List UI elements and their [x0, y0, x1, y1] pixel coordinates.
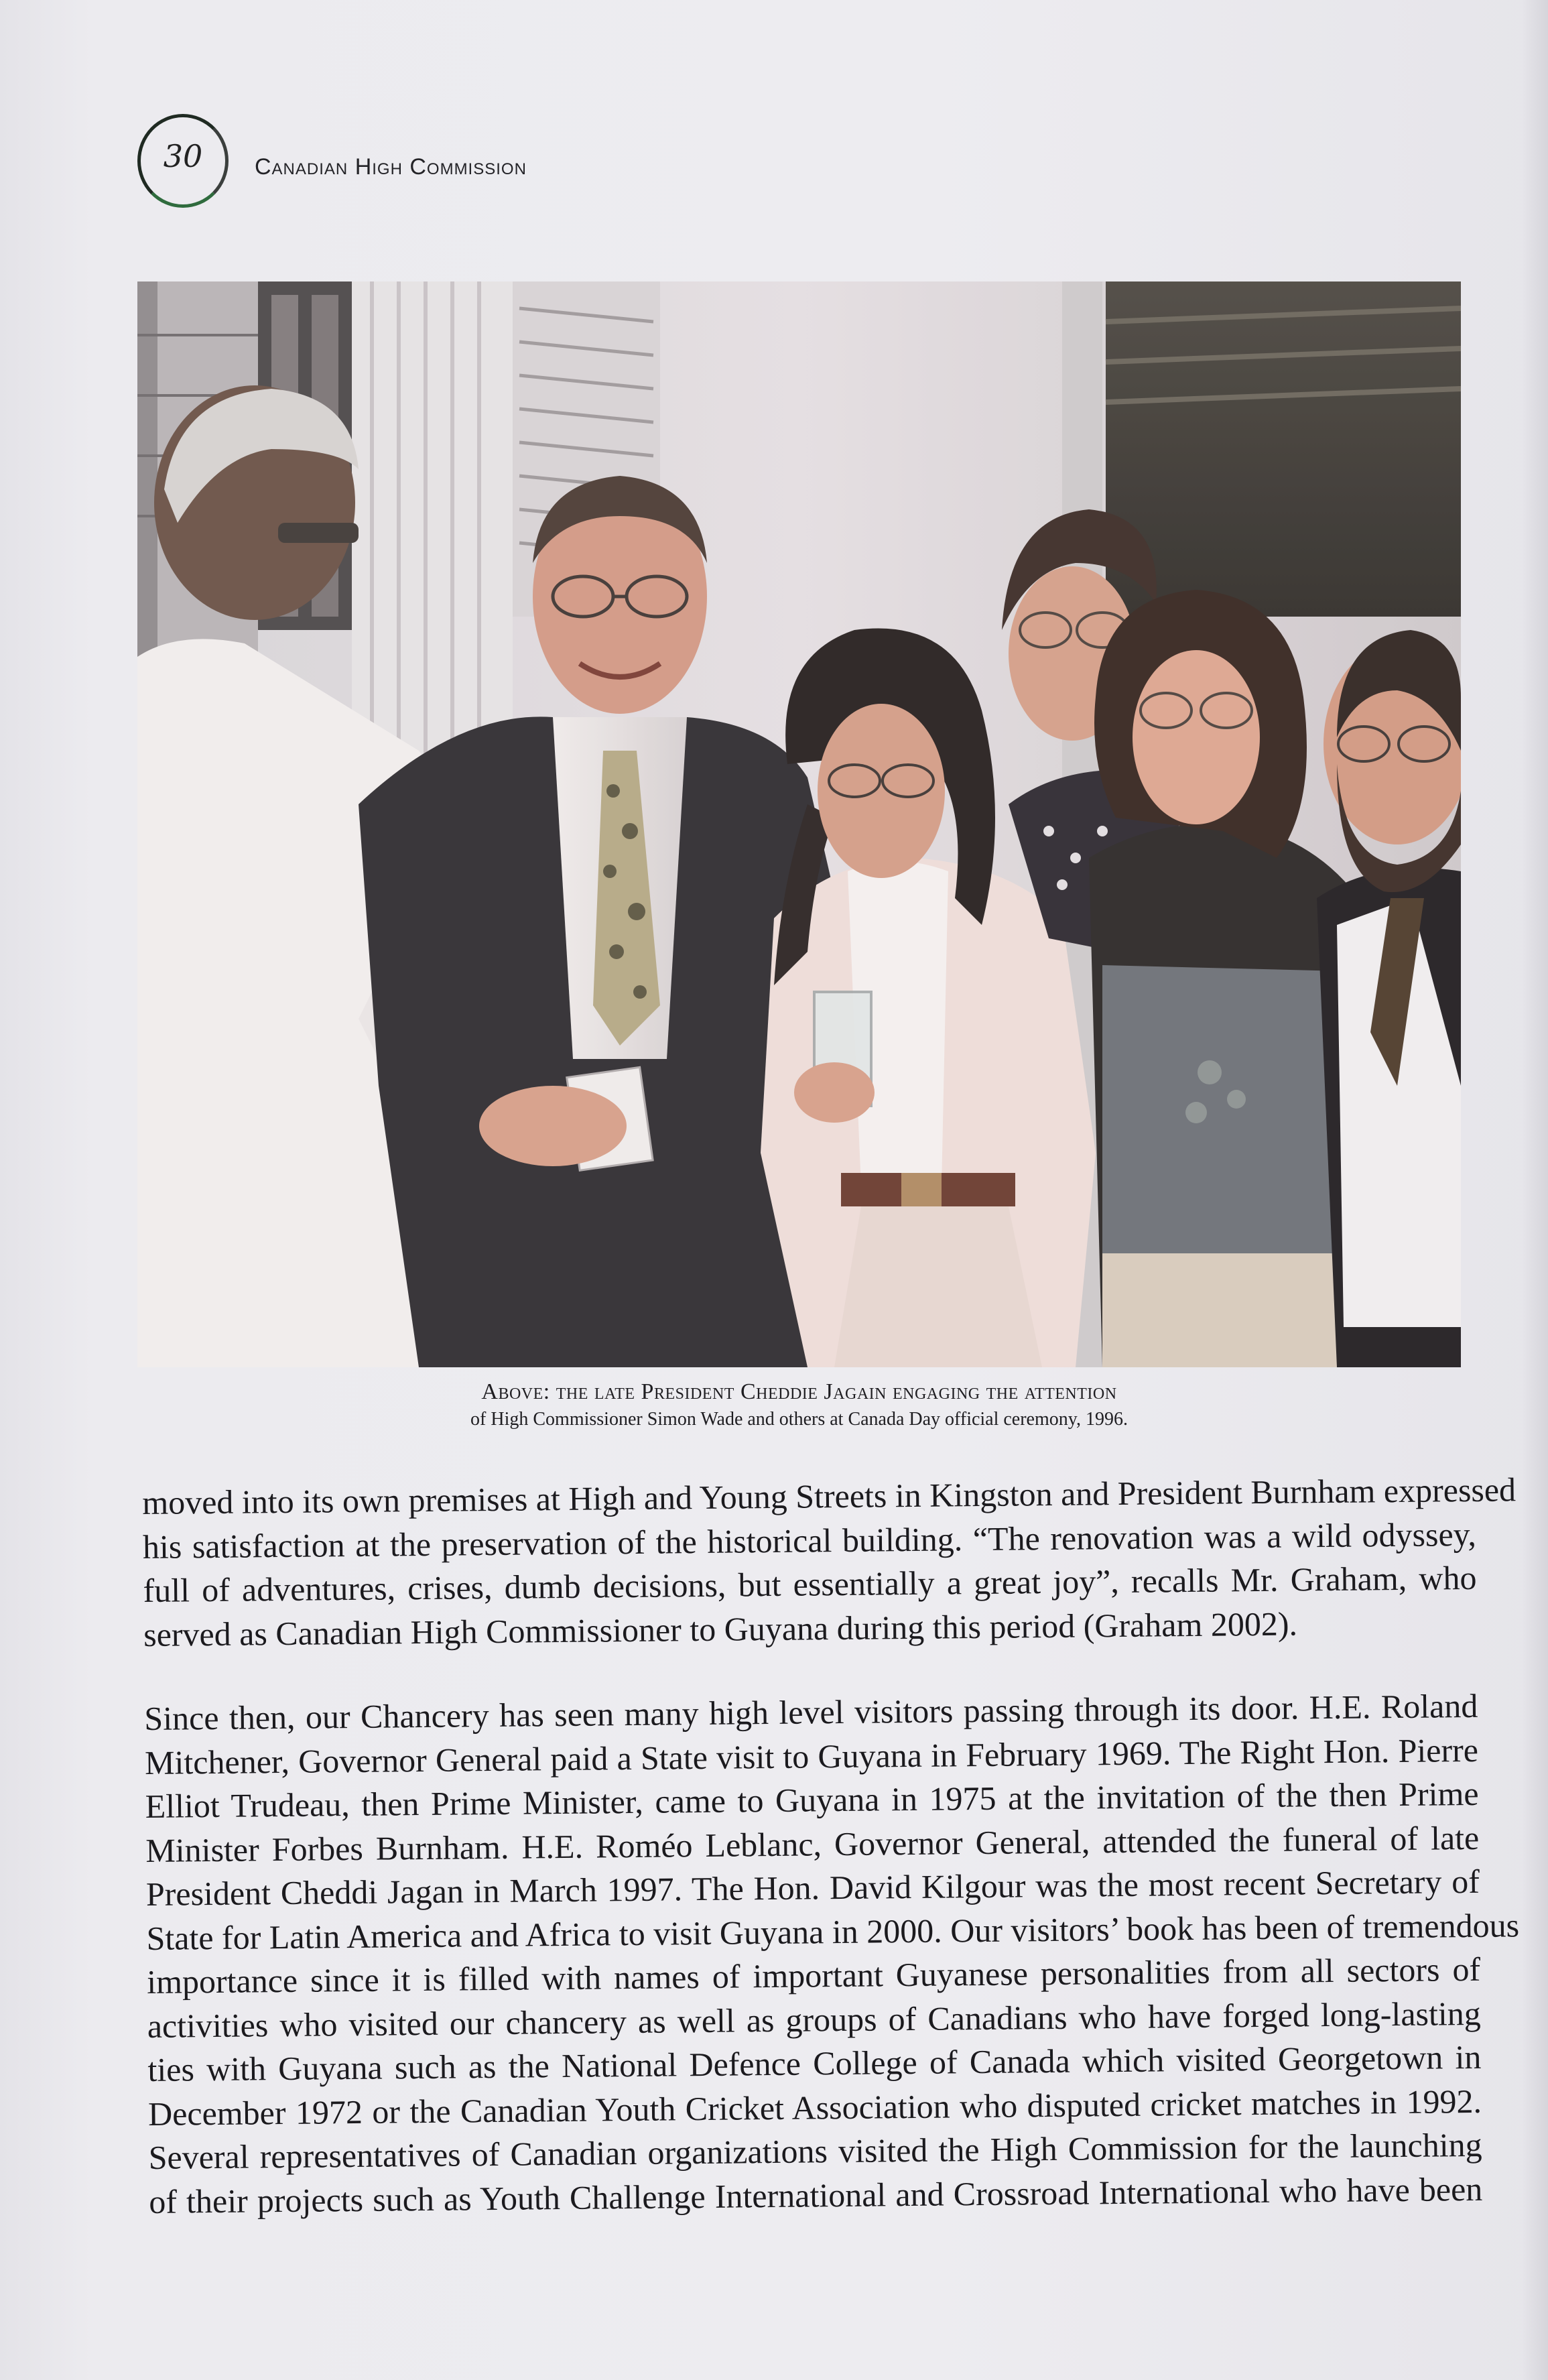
photo-caption — [137, 1379, 1461, 1430]
paragraph-2 — [144, 1684, 1520, 2224]
page-header — [137, 114, 740, 214]
text-line: State for Latin America and Africa to visit Guyana in 2000. Our visitors’ book has been of tremendous — [146, 1905, 1520, 1957]
text-line: December 1972 or the Canadian Youth Cricket Association who disputed cricket matches in 1992. — [147, 2082, 1482, 2133]
text-line: ties with Guyana such as the National Defence College of Canada which visited Georgetown in — [147, 2038, 1482, 2088]
caption-line-2: of High Commissioner Simon Wade and others at Canada Day official ceremony, 1996. — [470, 1409, 1128, 1430]
text-line: served as Canadian High Commissioner to Guyana during this period (Graham 2002). — [143, 1604, 1298, 1653]
text-line: Mitchener, Governor General paid a State visit to Guyana in February 1969. The Right Hon. Pierre — [144, 1731, 1479, 1781]
text-line: of their projects such as Youth Challenge International and Crossroad International who have been — [149, 2170, 1483, 2220]
paragraph-1 — [142, 1468, 1517, 1657]
text-line: Since then, our Chancery has seen many high level visitors passing through its door. H.E. Roland — [144, 1686, 1478, 1737]
caption-line-1: Above: the late President Cheddie Jagain engaging the attention — [481, 1379, 1117, 1404]
text-line: Minister Forbes Burnham. H.E. Roméo Leblanc, Governor General, attended the funeral of late — [145, 1818, 1480, 1869]
body-text — [142, 1468, 1520, 2224]
running-title: Canadian High Commission — [255, 154, 527, 180]
photo-illustration — [137, 281, 1461, 1367]
text-line: full of adventures, crises, dumb decisions, but essentially a great joy”, recalls Mr. Graham, who — [143, 1558, 1477, 1609]
text-line: moved into its own premises at High and Young Streets in Kingston and President Burnham expressed — [142, 1470, 1517, 1521]
text-line: activities who visited our chancery as well as groups of Canadians who have forged long-lasting — [147, 1994, 1481, 2045]
text-line: Elliot Trudeau, then Prime Minister, came to Guyana in 1975 at the invitation of the then Prime — [145, 1774, 1479, 1825]
text-line: his satisfaction at the preservation of the historical building. “The renovation was a wild odyssey, — [142, 1515, 1477, 1566]
text-line: President Cheddi Jagan in March 1997. The Hon. David Kilgour was the most recent Secretary of — [145, 1862, 1480, 1913]
page-number: 30 — [163, 138, 203, 174]
text-line: Several representatives of Canadian organizations visited the High Commission for the launching — [148, 2125, 1482, 2176]
event-photograph — [137, 281, 1461, 1367]
page-spine-shadow — [1521, 0, 1548, 2380]
text-line: importance since it is filled with names of important Guyanese personalities from all sectors of — [146, 1950, 1481, 2001]
